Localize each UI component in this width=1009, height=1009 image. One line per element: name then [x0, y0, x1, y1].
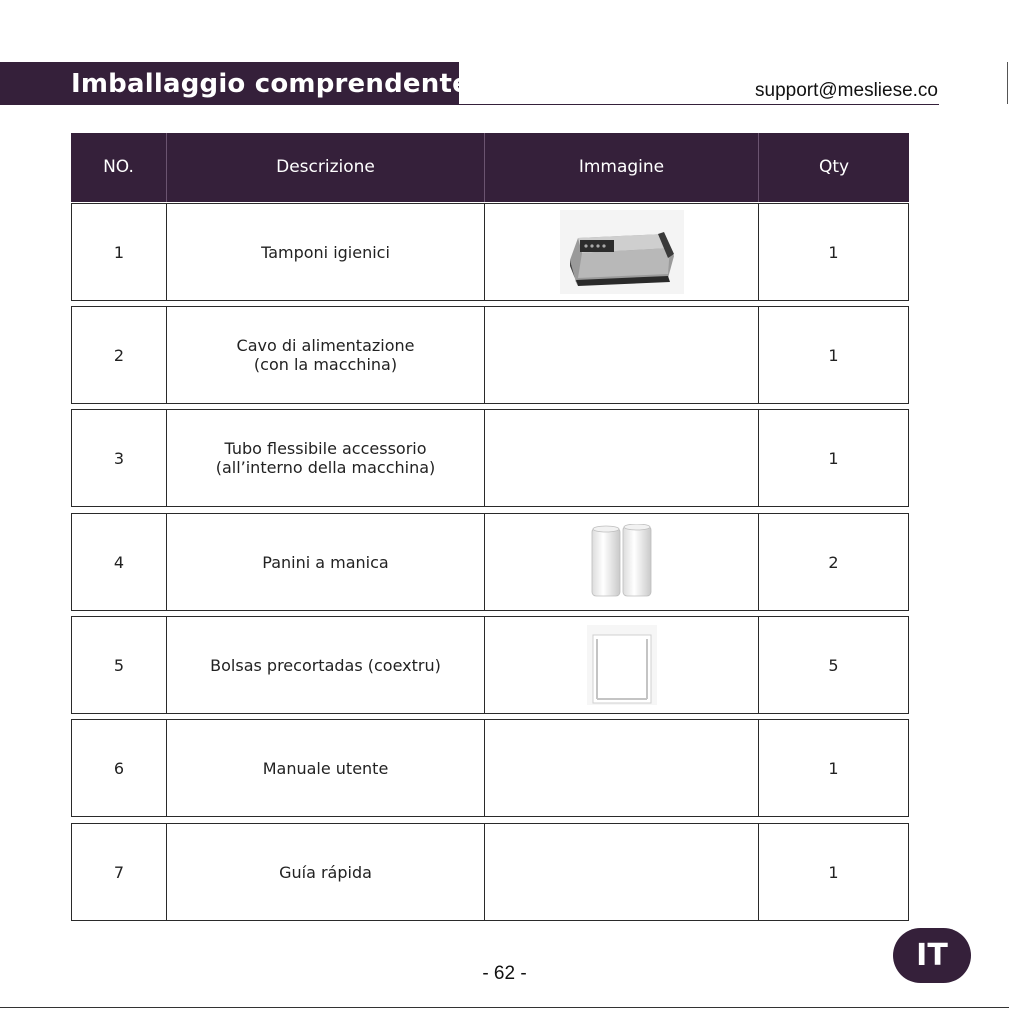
row-image-cell — [484, 204, 758, 300]
page-title: Imballaggio comprendente — [71, 69, 470, 99]
row-number: 2 — [113, 345, 125, 365]
row-image-cell — [484, 410, 758, 506]
row-description: Tamponi igienici — [166, 204, 484, 300]
row-description: Tubo flessibile accessorio (all’interno della macchina) — [166, 410, 484, 506]
row-description: Guía rápida — [166, 824, 484, 920]
table-row — [71, 616, 909, 714]
support-email[interactable]: support@mesliese.co — [755, 80, 938, 101]
row-description: Bolsas precortadas (coextru) — [166, 617, 484, 713]
table-row — [71, 306, 909, 404]
row-image-cell — [484, 514, 758, 610]
row-image-cell — [484, 824, 758, 920]
column-header-description: Descrizione — [166, 133, 484, 202]
row-number: 6 — [113, 758, 125, 778]
row-qty: 1 — [758, 204, 908, 300]
table-row — [71, 719, 909, 817]
table-row — [71, 203, 909, 301]
table-row — [71, 409, 909, 507]
table-header — [71, 133, 909, 202]
page-edge-mark — [1007, 62, 1008, 104]
vacuum-sealer-machine-photo — [560, 210, 684, 294]
row-qty: 1 — [758, 824, 908, 920]
row-description: Manuale utente — [166, 720, 484, 816]
precut-bag-photo — [587, 625, 657, 705]
row-number: 3 — [113, 448, 125, 468]
row-number: 4 — [113, 552, 125, 572]
row-description: Cavo di alimentazione (con la macchina) — [166, 307, 484, 403]
column-header-no: NO. — [103, 157, 134, 177]
row-number: 5 — [113, 655, 125, 675]
row-image-cell — [484, 307, 758, 403]
row-qty: 1 — [758, 307, 908, 403]
table-row — [71, 513, 909, 611]
row-image-cell — [484, 720, 758, 816]
footer-rule — [0, 1007, 1009, 1008]
column-header-image: Immagine — [484, 133, 758, 202]
row-qty: 2 — [758, 514, 908, 610]
table-row — [71, 823, 909, 921]
language-badge: IT — [893, 928, 971, 983]
row-qty: 1 — [758, 410, 908, 506]
header-rule — [459, 104, 939, 105]
row-number: 7 — [113, 862, 125, 882]
column-header-qty: Qty — [758, 133, 909, 202]
row-description: Panini a manica — [166, 514, 484, 610]
row-image-cell — [484, 617, 758, 713]
page-number: - 62 - — [482, 963, 527, 984]
row-number: 1 — [113, 242, 125, 262]
bag-rolls-photo — [590, 524, 654, 600]
row-qty: 1 — [758, 720, 908, 816]
row-qty: 5 — [758, 617, 908, 713]
